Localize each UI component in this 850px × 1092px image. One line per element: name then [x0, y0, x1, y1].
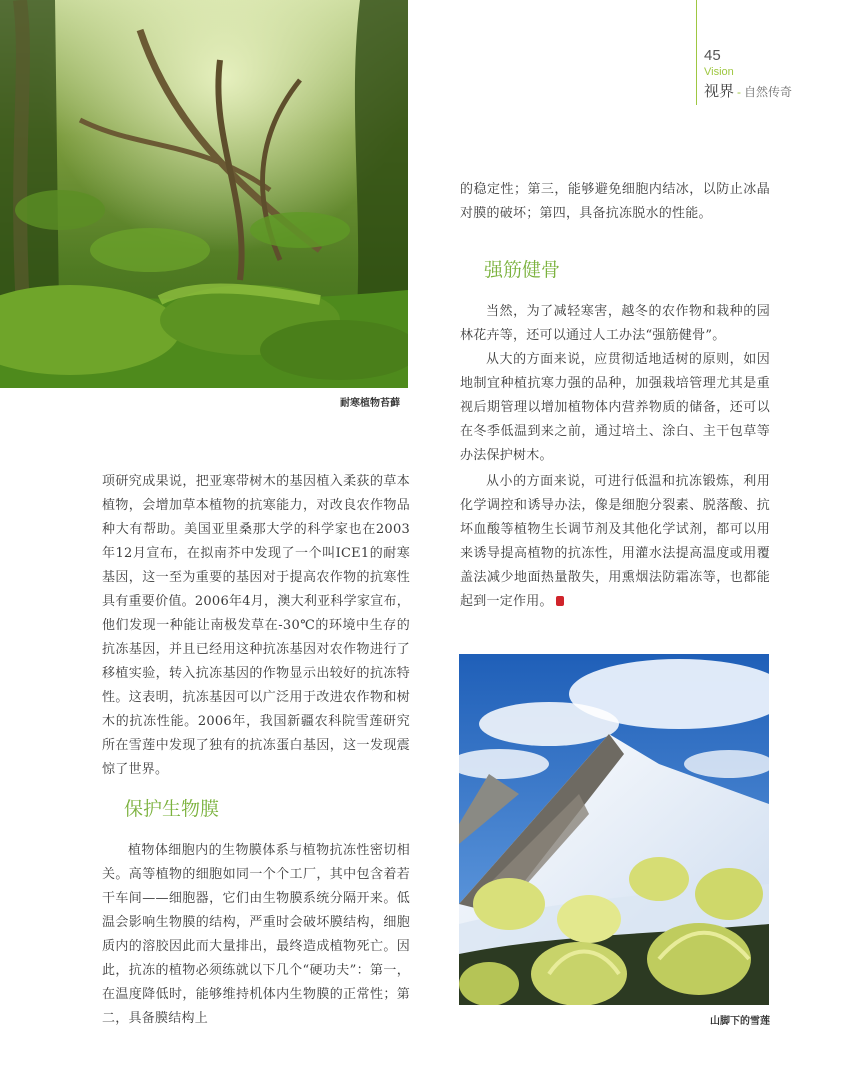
- section-separator: -: [737, 85, 742, 99]
- section-label-en: Vision: [704, 66, 734, 78]
- header-divider: [696, 0, 697, 105]
- subsection-label: 自然传奇: [744, 85, 793, 99]
- article-end-icon: [556, 596, 564, 606]
- right-paragraph-2: 从大的方面来说，应贯彻适地适树的原则，如因地制宜种植抗寒力强的品种，加强栽培管理尤其是重视后期管理以增加植物体内营养物质的储备，还可以在冬季低温到来之前，通过培土、涂白、主干包草等办法保护树木。: [460, 352, 770, 463]
- moss-forest-photo: [0, 0, 408, 388]
- right-paragraph-3: [460, 470, 770, 614]
- right-paragraph-1: 当然，为了减轻寒害，越冬的农作物和栽种的园林花卉等，还可以通过人工办法“强筋健骨”。: [460, 304, 770, 343]
- snow-lotus-photo: [459, 654, 769, 1005]
- section-label-cn: 视界: [704, 83, 735, 100]
- right-continuation-paragraph: 的稳定性；第三，能够避免细胞内结冰，以防止冰晶对膜的破坏；第四，具备抗冻脱水的性能。: [460, 182, 770, 221]
- section-title: [704, 80, 792, 101]
- snow-lotus-photo-caption: 山脚下的雪莲: [710, 1016, 770, 1027]
- page-number: 45: [704, 47, 721, 64]
- left-intro-paragraph: 项研究成果说，把亚寒带树木的基因植入柔荻的草本植物，会增加草本植物的抗寒能力，对改良农作物品种大有帮助。美国亚里桑那大学的科学家也在2003年12月宣布，在拟南芥中发现了一个叫ICE1的耐寒基因，这一至为重要的基因对于提高农作物的抗寒性具有重要价值。2006年4月，澳大利亚科学家宣布，他们发现一种能让南极发草在-30℃的环境中生存的抗冻基因，并且已经用这种抗冻基因对农作物进行了移植实验，转入抗冻基因的作物显示出较好的抗冻特性。这表明，抗冻基因可以广泛用于改进农作物和树木的抗冻性能。2006年，我国新疆农科院雪莲研究所在雪莲中发现了独有的抗冻蛋白基因，这一发现震惊了世界。: [102, 474, 410, 777]
- left-body-paragraph: 植物体细胞内的生物膜体系与植物抗冻性密切相关。高等植物的细胞如同一个个工厂，其中包含着若干车间——细胞器，它们由生物膜系统分隔开来。低温会影响生物膜的结构，严重时会破坏膜结构，细胞质内的溶胶因此而大量排出，最终造成植物死亡。因此，抗冻的植物必须练就以下几个“硬功夫”：第一，在温度降低时，能够维持机体内生物膜的正常性；第二，具备膜结构上: [102, 843, 410, 1026]
- right-paragraph-3-text: 从小的方面来说，可进行低温和抗冻锻炼，利用化学调控和诱导办法，像是细胞分裂素、脱落酸、抗坏血酸等植物生长调节剂及其他化学试剂，都可以用来诱导提高植物的抗冻性，用灌水法提高温度或用覆盖法减少地面热量散失，用熏烟法防霜冻等，也都能起到一定作用。: [460, 474, 770, 609]
- moss-photo-caption: 耐寒植物苔藓: [340, 398, 400, 409]
- heading-strengthen: 强筋健骨: [484, 260, 561, 281]
- heading-protect-biomembrane: 保护生物膜: [124, 799, 220, 820]
